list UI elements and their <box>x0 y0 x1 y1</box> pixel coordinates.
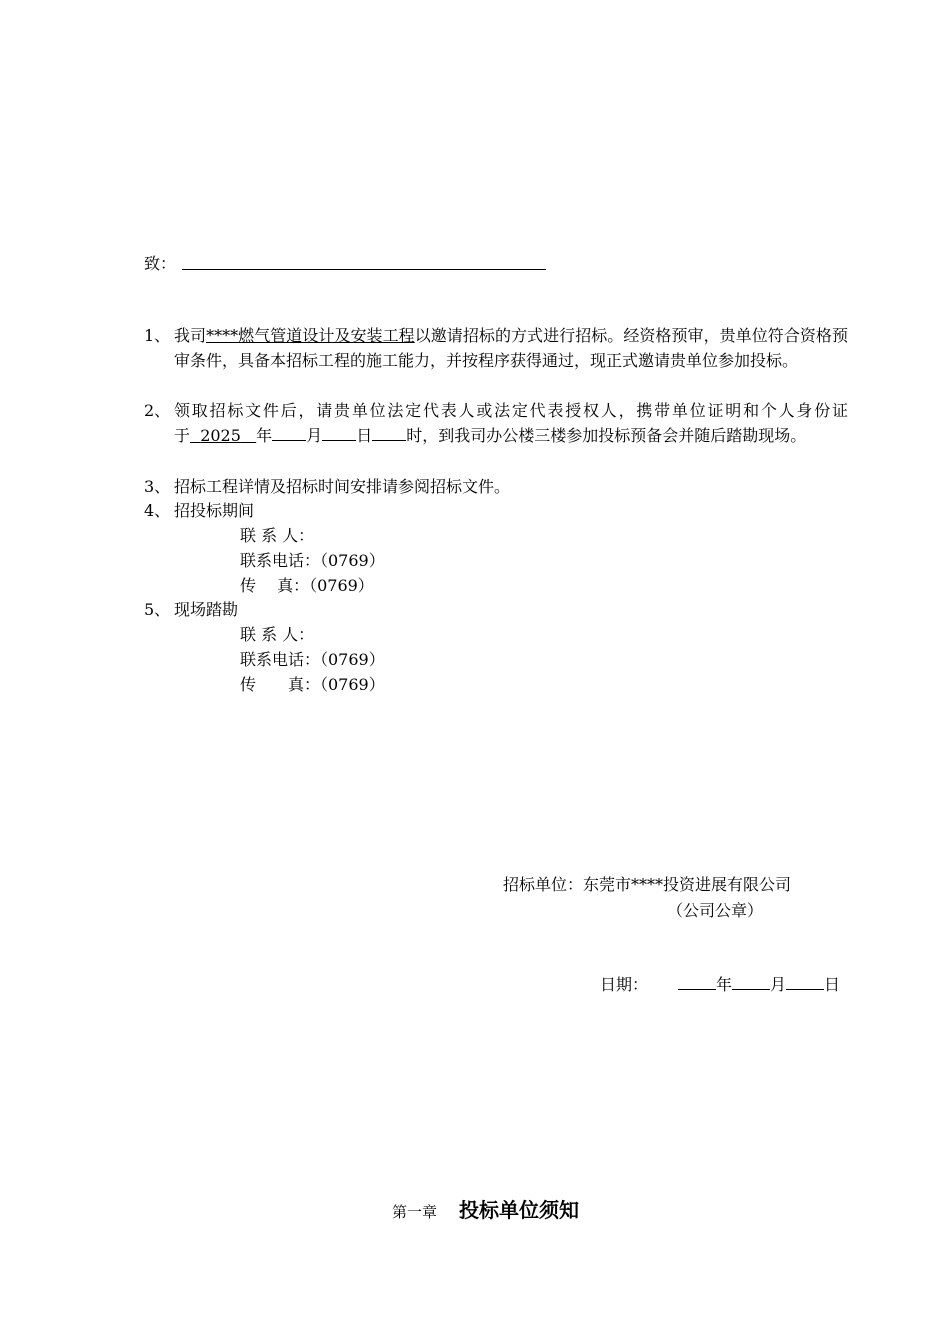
item-text: 招标工程详情及招标时间安排请参阅招标文件。 <box>174 477 511 496</box>
sign-year-blank <box>678 973 716 990</box>
notice-item-3 <box>144 474 848 499</box>
date-label: 日期： <box>600 975 649 994</box>
sign-year-unit: 年 <box>716 975 733 994</box>
sign-day-blank <box>786 973 824 990</box>
item-text: 以邀请招标的方式进行招标。经资格预审，贵单位符合资格预审条件，具备本招标工程的施工能力，并按程序获得通过，现正式邀请贵单位参加投标。 <box>174 326 848 370</box>
item-number: 1、 <box>144 326 171 345</box>
sign-month-blank <box>732 973 770 990</box>
month-blank <box>272 424 306 441</box>
sign-month-unit: 月 <box>770 975 787 994</box>
item-number: 5、 <box>144 600 171 619</box>
bidding-contact-fax: 传 真：（0769） <box>240 576 374 595</box>
month-unit: 月 <box>306 426 323 445</box>
notice-item-2 <box>144 398 848 448</box>
item-number: 3、 <box>144 477 171 496</box>
day-unit: 日 <box>356 426 373 445</box>
site-contact-person: 联 系 人： <box>240 625 315 644</box>
site-contact-phone: 联系电话：（0769） <box>240 650 385 669</box>
item-text: 我司 <box>174 326 207 345</box>
hour-blank <box>372 424 406 441</box>
day-blank <box>322 424 356 441</box>
chapter-heading <box>392 1194 579 1223</box>
item-text: 领取招标文件后，请贵单位法定代表人或法定代表授权人，携带单位证明和个人身份证于 <box>174 401 848 445</box>
item-text: ，到我司办公楼三楼参加投标预备会并随后踏勘现场。 <box>422 426 807 445</box>
item-text: 招投标期间 <box>174 501 255 520</box>
project-name: ****燃气管道设计及安装工程 <box>206 326 415 345</box>
year-unit: 年 <box>256 426 273 445</box>
sign-day-unit: 日 <box>824 975 841 994</box>
signature-date <box>600 972 840 995</box>
chapter-title: 投标单位须知 <box>459 1198 580 1222</box>
addressee-blank-line <box>182 269 546 270</box>
notice-item-4 <box>144 498 848 523</box>
notice-item-1 <box>144 323 848 373</box>
meeting-year: 2025 <box>200 426 241 445</box>
bidding-contact-person: 联 系 人： <box>240 526 315 545</box>
addressee-label: 致： <box>144 254 177 273</box>
item-number: 4、 <box>144 501 171 520</box>
chapter-number: 第一章 <box>392 1203 438 1221</box>
company-seal-label: （公司公章） <box>667 901 764 920</box>
bidding-contact-phone: 联系电话：（0769） <box>240 551 385 570</box>
item-number: 2、 <box>144 401 171 420</box>
site-contact-fax: 传 真：（0769） <box>240 675 385 694</box>
hour-unit: 时 <box>406 426 423 445</box>
bidding-unit: 招标单位：东莞市****投资进展有限公司 <box>503 875 792 894</box>
item-text: 现场踏勘 <box>174 600 239 619</box>
notice-item-5 <box>144 597 848 622</box>
